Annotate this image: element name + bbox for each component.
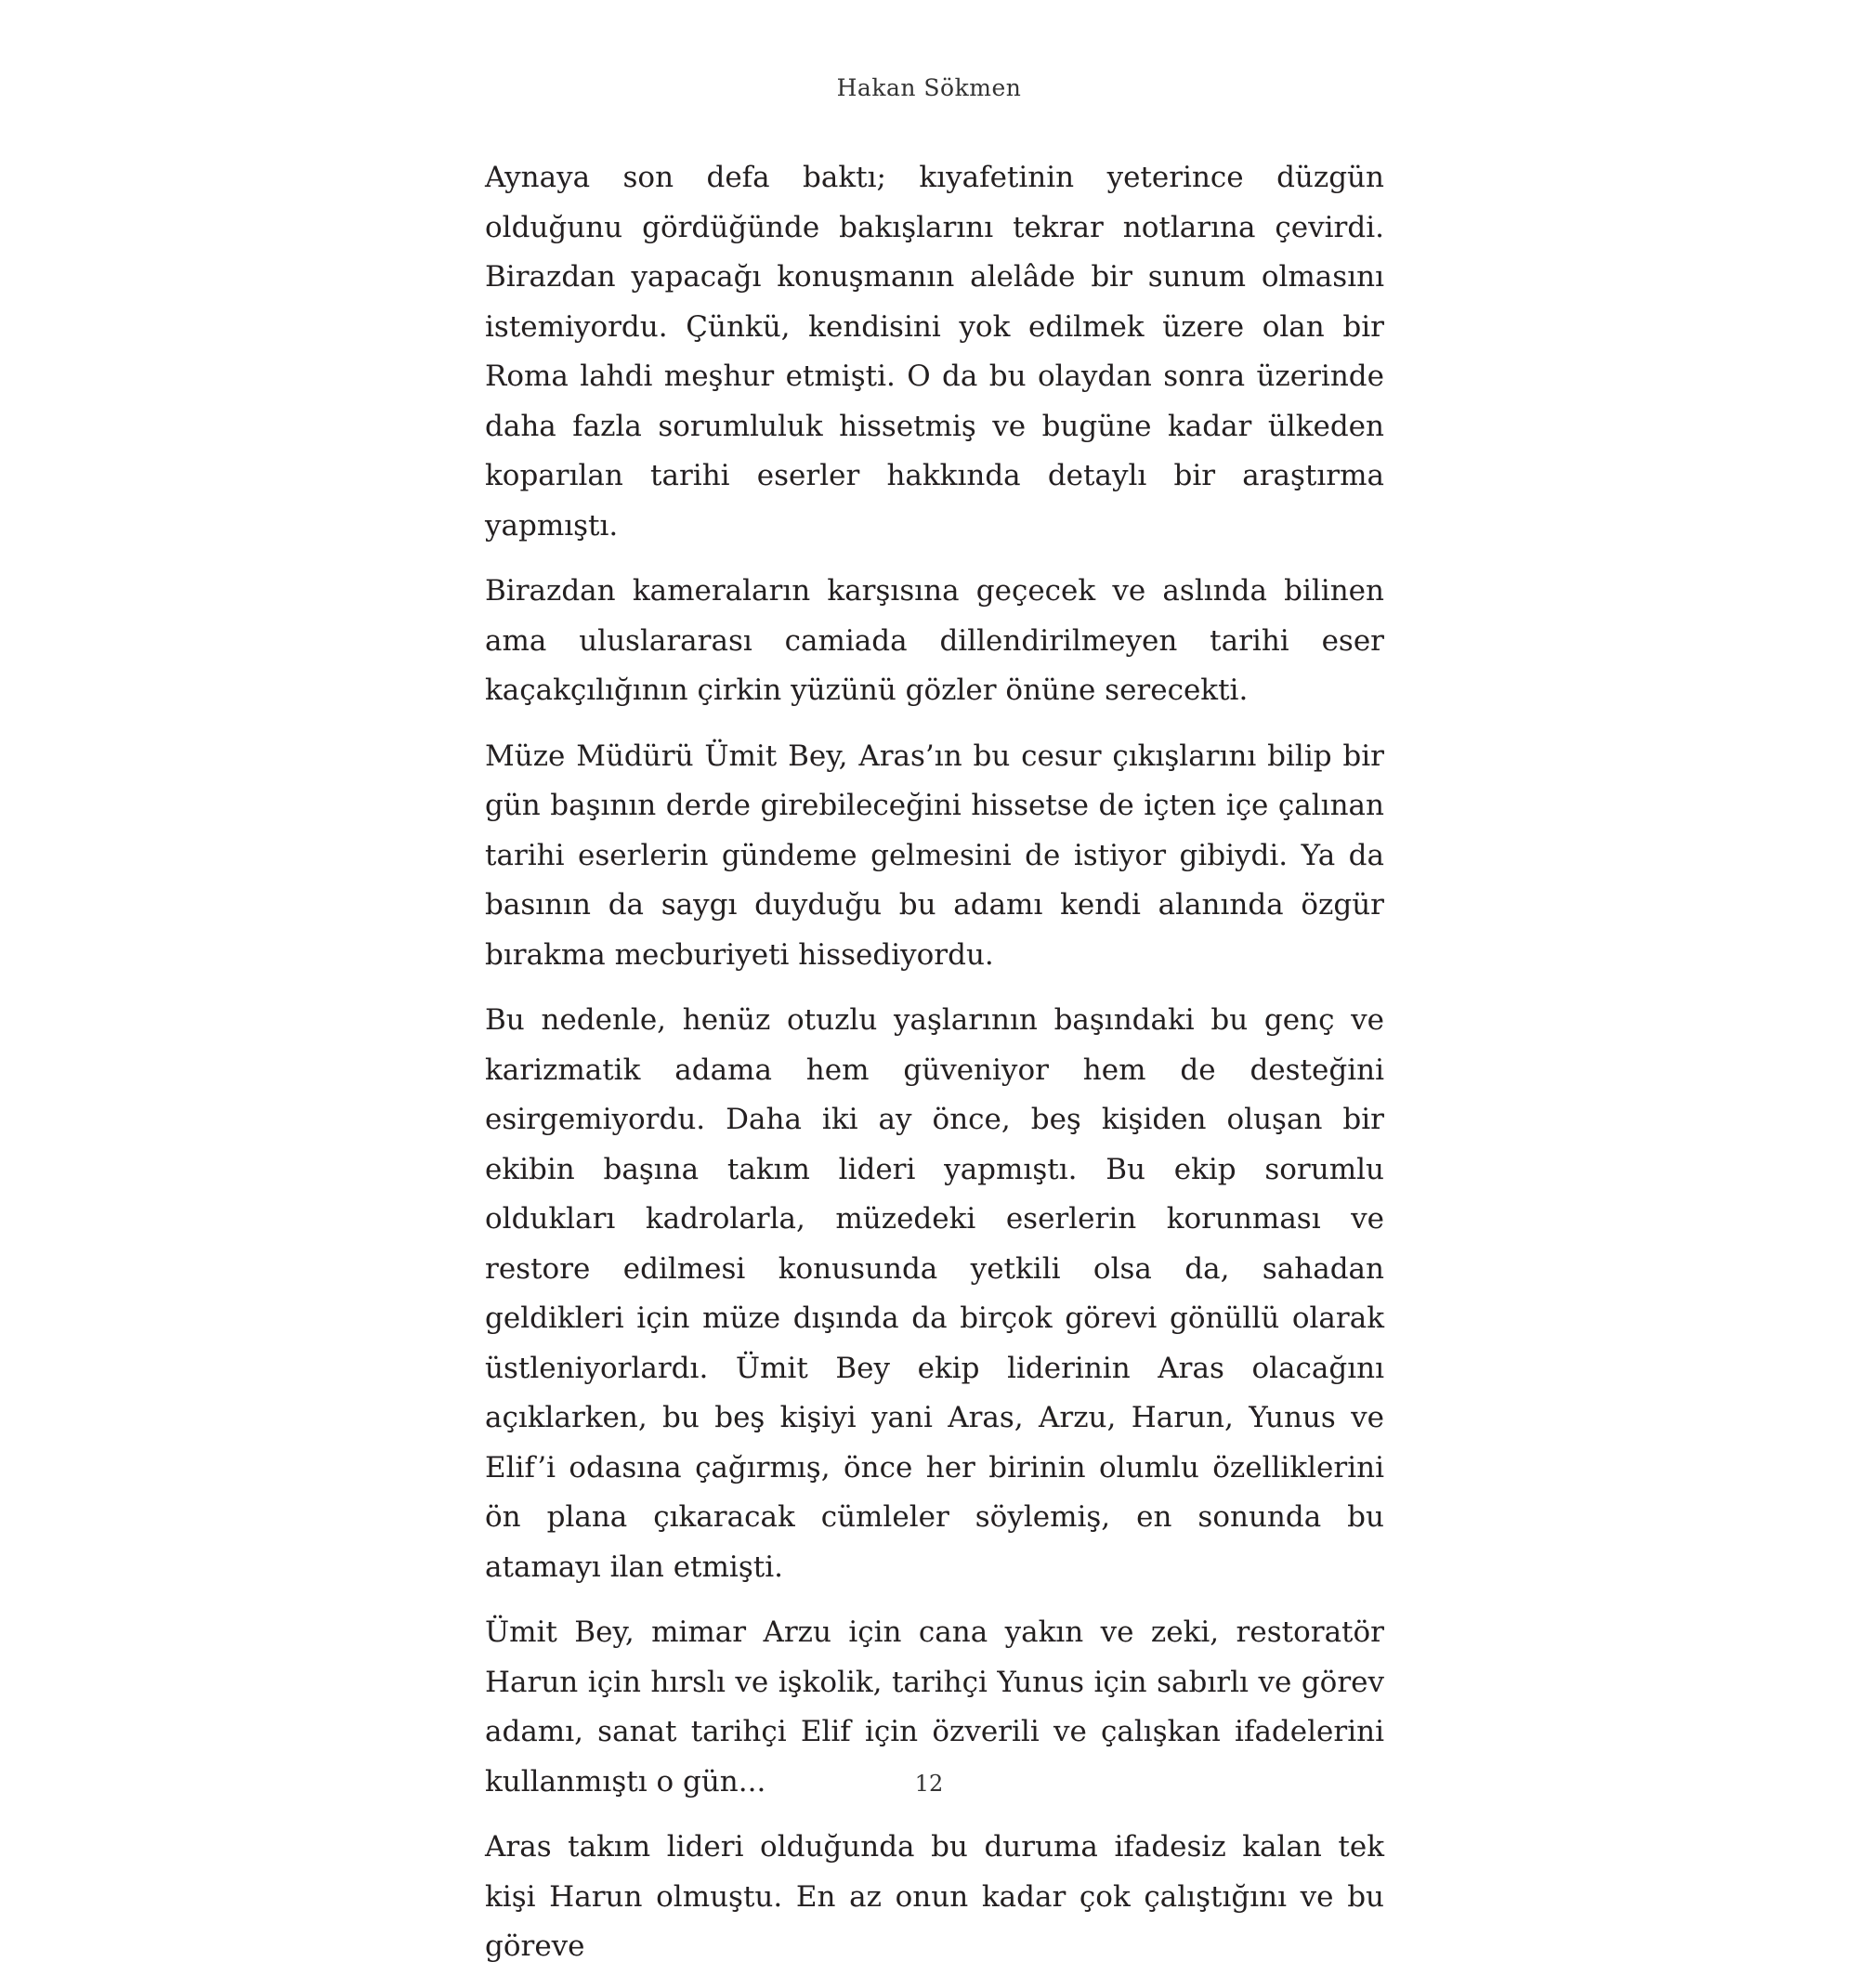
paragraph-5: Ümit Bey, mimar Arzu için cana yakın ve zeki, restoratör Harun için hırslı ve işkolik, tarihçi Yunus için sabırlı ve görev adamı, sanat tarihçi Elif için özverili ve çalışkan ifadelerini kullanmıştı o gün... — [485, 1615, 1384, 1798]
body-text — [485, 153, 1384, 1988]
paragraph-4: Bu nedenle, henüz otuzlu yaşlarının başındaki bu genç ve karizmatik adama hem güveniyor hem de desteğini esirgemiyordu. Daha iki ay önce, beş kişiden oluşan bir ekibin başına takım lideri yapmıştı. Bu ekip sorumlu oldukları kadrolarla, müzedeki eserlerin korunması ve restore edilmesi konusunda yetkili olsa da, sahadan geldikleri için müze dışında da birçok görevi gönüllü olarak üstleniyorlardı. Ümit Bey ekip liderinin Aras olacağını açıklarken, bu beş kişiyi yani Aras, Arzu, Harun, Yunus ve Elif’i odasına çağırmış, önce her birinin olumlu özelliklerini ön plana çıkaracak cümleler söylemiş, en sonunda bu atamayı ilan etmişti. — [485, 1003, 1384, 1584]
paragraph-2: Birazdan kameraların karşısına geçecek ve aslında bilinen ama uluslararası camiada dillendirilmeyen tarihi eser kaçakçılığının çirkin yüzünü gözler önüne serecekti. — [485, 574, 1384, 707]
page-number: 12 — [914, 1771, 944, 1797]
paragraph-3: Müze Müdürü Ümit Bey, Aras’ın bu cesur çıkışlarını bilip bir gün başının derde girebileceğini hissetse de içten içe çalınan tarihi eserlerin gündeme gelmesini de istiyor gibiydi. Ya da basının da saygı duyduğu bu adamı kendi alanında özgür bırakma mecburiyeti hissediyordu. — [485, 739, 1384, 972]
running-header: Hakan Sökmen — [836, 74, 1022, 101]
paragraph-1: Aynaya son defa baktı; kıyafetinin yeterince düzgün olduğunu gördüğünde bakışlarını tekrar notlarına çevirdi. Birazdan yapacağı konuşmanın alelâde bir sunum olmasını istemiyordu. Çünkü, kendisini yok edilmek üzere olan bir Roma lahdi meşhur etmişti. O da bu olaydan sonra üzerinde daha fazla sorumluluk hissetmiş ve bugüne kadar ülkeden koparılan tarihi eserler hakkında detaylı bir araştırma yapmıştı. — [485, 161, 1384, 543]
paragraph-6: Aras takım lideri olduğunda bu duruma ifadesiz kalan tek kişi Harun olmuştu. En az onun kadar çok çalıştığını ve bu göreve — [485, 1830, 1384, 1963]
